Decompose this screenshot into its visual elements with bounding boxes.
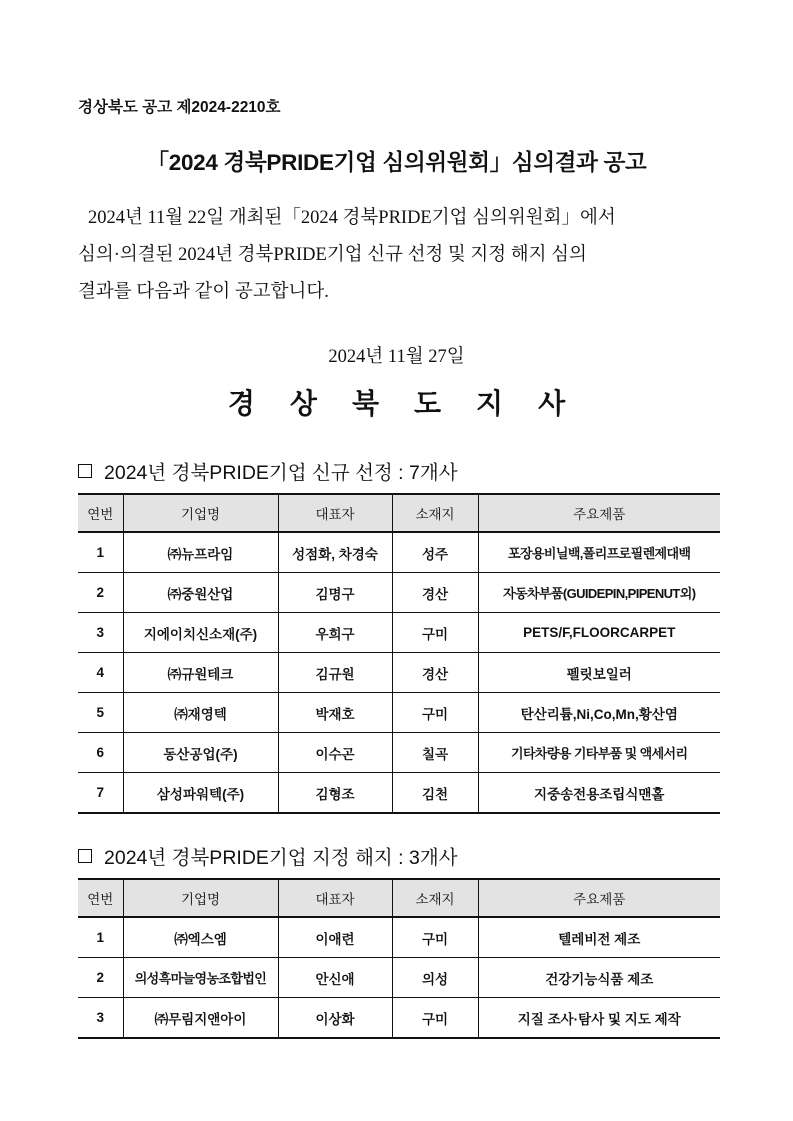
cell-company: 삼성파워텍(주) [123, 773, 278, 814]
col-header-location: 소재지 [392, 879, 478, 917]
cell-location: 구미 [392, 693, 478, 733]
cell-ceo: 김명구 [278, 573, 392, 613]
col-header-company: 기업명 [123, 494, 278, 532]
section-heading-cancel [78, 842, 458, 870]
cell-product: 기타차량용 기타부품 및 액세서리 [478, 733, 720, 773]
checkbox-square-icon [78, 849, 92, 863]
cell-location: 구미 [392, 998, 478, 1039]
cell-company: ㈜엑스엠 [123, 917, 278, 958]
cell-no: 1 [78, 532, 123, 573]
cell-ceo: 우희구 [278, 613, 392, 653]
cancellation-table [78, 878, 720, 1039]
cell-company: ㈜재영텍 [123, 693, 278, 733]
cell-location: 경산 [392, 653, 478, 693]
col-header-product: 주요제품 [478, 494, 720, 532]
cell-no: 6 [78, 733, 123, 773]
cell-company: ㈜무림지앤아이 [123, 998, 278, 1039]
cell-product: 텔레비전 제조 [478, 917, 720, 958]
cell-no: 4 [78, 653, 123, 693]
section-heading-new [78, 457, 458, 485]
table-row [78, 613, 720, 653]
body-line: 결과를 다음과 같이 공고합니다. [78, 282, 329, 302]
col-header-ceo: 대표자 [278, 494, 392, 532]
cell-company: ㈜뉴프라임 [123, 532, 278, 573]
body-line: 2024년 11월 22일 개최된「2024 경북PRIDE기업 심의위원회」에서 [88, 208, 616, 228]
table-row [78, 573, 720, 613]
new-selection-table [78, 493, 720, 814]
cell-location: 칠곡 [392, 733, 478, 773]
cell-no: 5 [78, 693, 123, 733]
section-heading-label: 2024년 경북PRIDE기업 신규 선정 : 7개사 [104, 462, 458, 484]
cell-ceo: 이애련 [278, 917, 392, 958]
cell-no: 7 [78, 773, 123, 814]
table-header-row [78, 879, 720, 917]
cell-location: 구미 [392, 917, 478, 958]
cell-location: 김천 [392, 773, 478, 814]
cell-product: 지질 조사·탐사 및 지도 제작 [478, 998, 720, 1039]
col-header-no: 연번 [78, 494, 123, 532]
cell-no: 2 [78, 958, 123, 998]
cell-product: 펠릿보일러 [478, 653, 720, 693]
cell-ceo: 김형조 [278, 773, 392, 814]
cell-ceo: 이상화 [278, 998, 392, 1039]
cell-product: 자동차부품(GUIDEPIN,PIPENUT외) [478, 573, 720, 613]
cell-no: 3 [78, 998, 123, 1039]
body-line: 심의·의결된 2024년 경북PRIDE기업 신규 선정 및 지정 해지 심의 [78, 245, 587, 265]
cell-ceo: 박재호 [278, 693, 392, 733]
table-row [78, 917, 720, 958]
col-header-no: 연번 [78, 879, 123, 917]
section-heading-label: 2024년 경북PRIDE기업 지정 해지 : 3개사 [104, 847, 458, 869]
col-header-ceo: 대표자 [278, 879, 392, 917]
table-row [78, 998, 720, 1039]
cell-product: 탄산리튬,Ni,Co,Mn,황산염 [478, 693, 720, 733]
cell-ceo: 안신애 [278, 958, 392, 998]
cell-product: 건강기능식품 제조 [478, 958, 720, 998]
cell-no: 3 [78, 613, 123, 653]
col-header-company: 기업명 [123, 879, 278, 917]
cell-ceo: 성점화, 차경숙 [278, 532, 392, 573]
table-row [78, 773, 720, 814]
cell-product: PETS/F,FLOORCARPET [478, 613, 720, 653]
cell-company: ㈜중원산업 [123, 573, 278, 613]
cell-location: 의성 [392, 958, 478, 998]
cell-no: 1 [78, 917, 123, 958]
signer: 경 상 북 도 지 사 [227, 389, 580, 420]
table-row [78, 733, 720, 773]
cell-location: 구미 [392, 613, 478, 653]
col-header-location: 소재지 [392, 494, 478, 532]
cell-ceo: 이수곤 [278, 733, 392, 773]
cell-location: 성주 [392, 532, 478, 573]
cell-location: 경산 [392, 573, 478, 613]
col-header-product: 주요제품 [478, 879, 720, 917]
notice-body [78, 200, 716, 311]
table-row [78, 693, 720, 733]
cell-company: 지에이치신소재(주) [123, 613, 278, 653]
checkbox-square-icon [78, 464, 92, 478]
table-row [78, 958, 720, 998]
cell-no: 2 [78, 573, 123, 613]
notice-date: 2024년 11월 27일 [328, 347, 465, 367]
cell-product: 지중송전용조립식맨홀 [478, 773, 720, 814]
page-title: 「2024 경북PRIDE기업 심의위원회」심의결과 공고 [146, 150, 647, 175]
table-row [78, 653, 720, 693]
notice-number: 경상북도 공고 제2024-2210호 [78, 99, 281, 116]
table-header-row [78, 494, 720, 532]
cell-product: 포장용비닐백,폴리프로필렌제대백 [478, 532, 720, 573]
cell-company: 동산공업(주) [123, 733, 278, 773]
cell-company: ㈜규원테크 [123, 653, 278, 693]
cell-ceo: 김규원 [278, 653, 392, 693]
table-row [78, 532, 720, 573]
cell-company: 의성흑마늘영농조합법인 [123, 958, 278, 998]
